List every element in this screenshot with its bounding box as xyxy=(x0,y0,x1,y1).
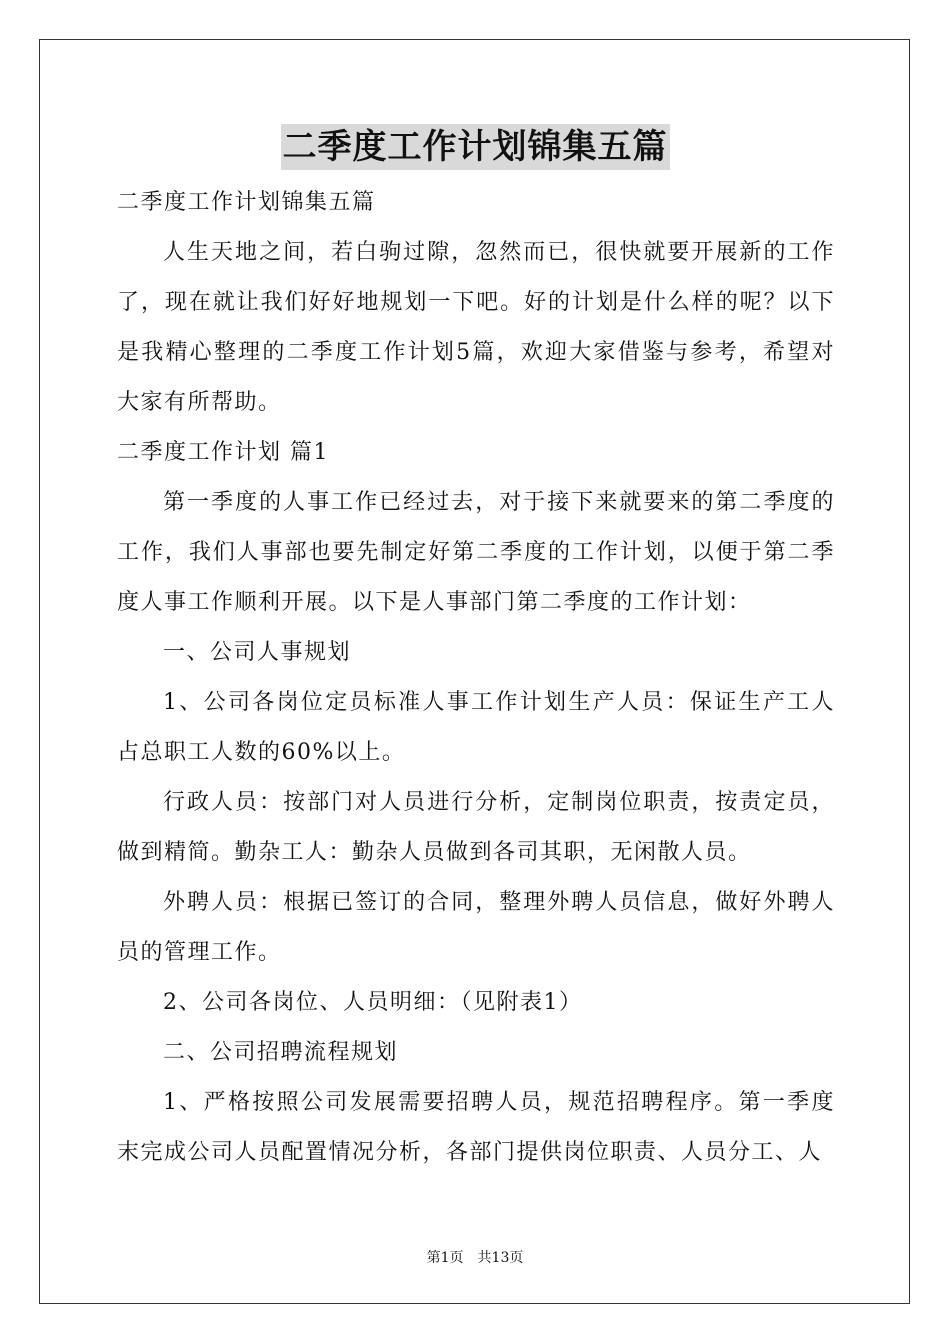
paragraph-plan-1-intro: 第一季度的人事工作已经过去，对于接下来就要来的第二季度的工作，我们人事部也要先制定好第二季度的工作计划，以便于第二季度人事工作顺利开展。以下是人事部门第二季度的工作计划： xyxy=(117,490,835,615)
paragraph-position-details: 2、公司各岗位、人员明细：（见附表1） xyxy=(163,990,583,1015)
heading-recruitment-planning: 二、公司招聘流程规划 xyxy=(163,1040,399,1065)
paragraph-intro: 人生天地之间，若白驹过隙，忽然而已，很快就要开展新的工作了，现在就让我们好好地规划一下吧。好的计划是什么样的呢？以下是我精心整理的二季度工作计划5篇，欢迎大家借鉴与参考，希望对大家有所帮助。 xyxy=(117,240,835,415)
paragraph-admin-staff: 行政人员：按部门对人员进行分析，定制岗位职责，按责定员，做到精简。勤杂工人：勤杂人员做到各司其职，无闲散人员。 xyxy=(117,790,835,865)
section-heading-plan-1: 二季度工作计划 篇1 xyxy=(117,440,329,465)
paragraph-external-staff: 外聘人员：根据已签订的合同，整理外聘人员信息，做好外聘人员的管理工作。 xyxy=(117,890,835,965)
document-body xyxy=(117,178,835,1178)
heading-hr-planning: 一、公司人事规划 xyxy=(163,640,352,665)
paragraph-recruitment-process: 1、严格按照公司发展需要招聘人员，规范招聘程序。第一季度末完成公司人员配置情况分析，各部门提供岗位职责、人员分工、人 xyxy=(117,1090,835,1165)
document-title: 二季度工作计划锦集五篇 xyxy=(281,124,670,170)
page-footer xyxy=(0,1248,950,1268)
page-number-current: 第1页 xyxy=(426,1250,464,1266)
paragraph-subtitle: 二季度工作计划锦集五篇 xyxy=(117,190,376,215)
title-container xyxy=(0,124,950,170)
page-number-total: 共13页 xyxy=(477,1250,524,1266)
paragraph-staffing-standard: 1、公司各岗位定员标准人事工作计划生产人员：保证生产工人占总职工人数的60%以上。 xyxy=(117,690,835,765)
